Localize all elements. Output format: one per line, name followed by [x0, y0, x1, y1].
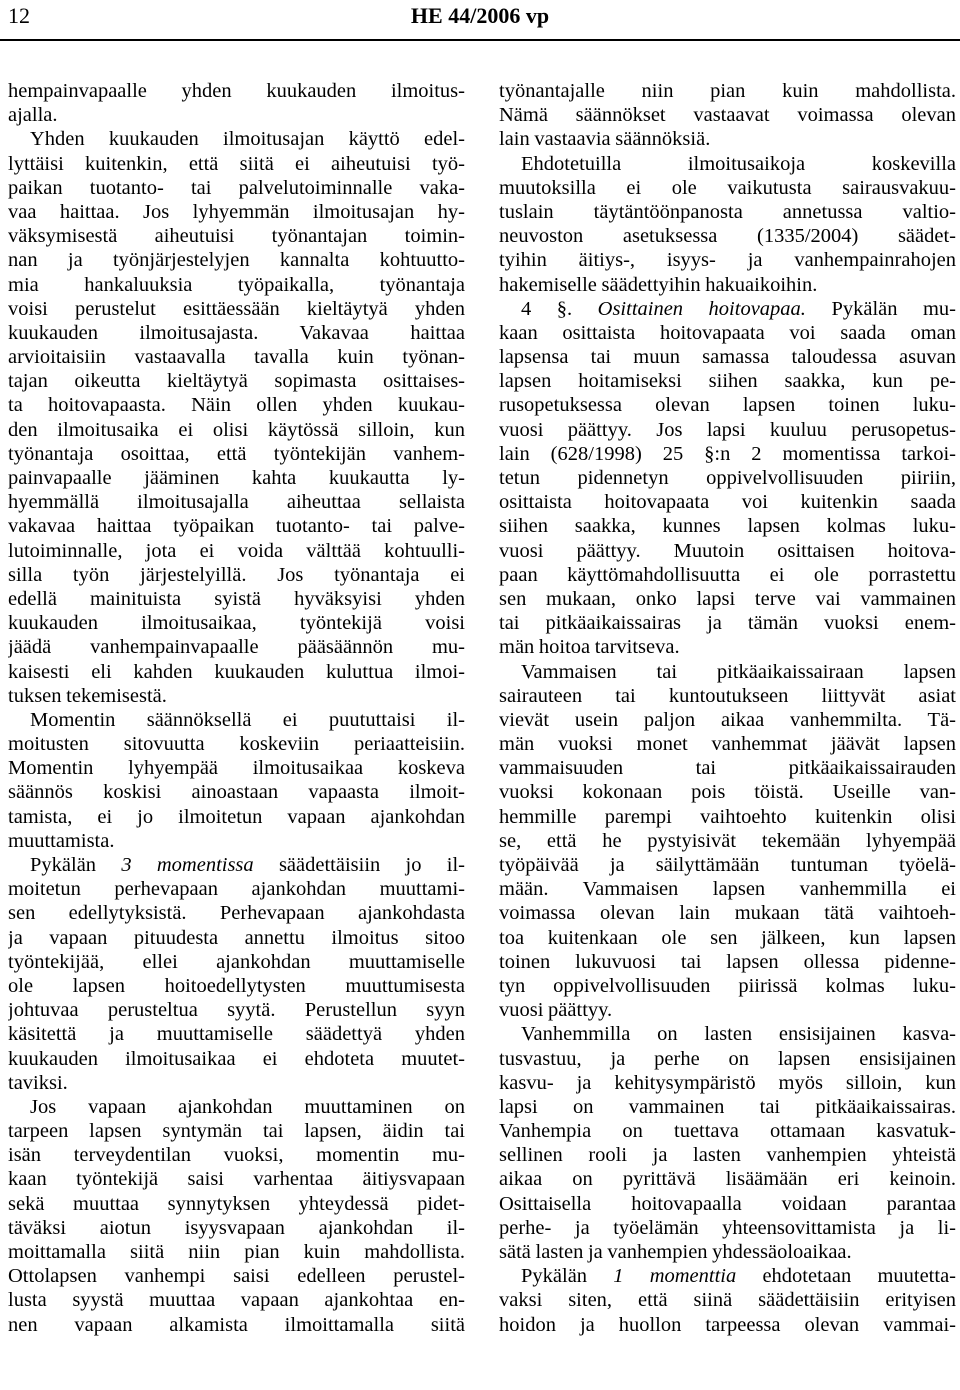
text-line: tai pitkäaikaissairas ja tämän vuoksi enem-	[499, 612, 956, 635]
text-line: Jos vapaan ajankohdan muuttaminen on	[30, 1095, 465, 1118]
text-line: osittaista hoitovapaata voi kuitenkin saada	[499, 491, 956, 514]
text-line: mia hankaluuksia työpaikalla, työnantaja	[8, 273, 465, 296]
text-line: kaan osittaista hoitovapaata voi saada oman	[499, 321, 956, 344]
text-line: tetun pidennetyn oppivelvollisuuden piiriin,	[499, 467, 956, 489]
text-line: hempainvapaalle yhden kuukauden ilmoitus-	[8, 80, 465, 102]
text-line: lyttäisi kuitenkin, että siitä ei aiheutuisi työ-	[8, 152, 465, 175]
text-line: tuslain täytäntöönpanosta annetussa valtio-	[499, 200, 956, 223]
text-line: lusta syystä muuttaa vapaan ajankohtaa en-	[8, 1289, 465, 1312]
text-line: lutoiminnalle, jota ei voida välttää kohtuulli-	[8, 539, 465, 562]
text-line: män vuoksi monet vanhemmat jäävät lapsen	[499, 733, 956, 756]
text-line: moittamalla siitä niin pian kuin mahdollista.	[8, 1241, 465, 1263]
text-line: vaksi siten, että siinä säädettäisiin erityisen	[499, 1289, 956, 1312]
text-line: työnantaja osoittaa, että työntekijän vanhem-	[8, 442, 465, 465]
text-line: sen mukaan, onko lapsi terve vai vammainen	[499, 587, 956, 610]
text-line: siihen saakka, kunnes lapsen kolmas luku-	[499, 515, 956, 538]
text-line: rusopetuksessa olevan lapsen toinen luku-	[499, 394, 956, 417]
text-line: työpäivää ja säilyttämään tuntuman työelä-	[499, 854, 956, 876]
page-header	[8, 2, 952, 30]
text-line: Momentin säännöksellä ei puututtaisi il-	[30, 708, 465, 731]
text-line: johtuvaa perusteltua syytä. Perustellun syyn	[8, 999, 465, 1022]
text-line: vuosi päättyy. Muutoin osittaisen hoitova-	[499, 539, 956, 562]
text-line: täväksi aiotun isyysvapaan ajankohdan il-	[8, 1216, 465, 1239]
text-line: vuosi päättyy.	[499, 999, 613, 1022]
text-line: perhe- ja työelämän yhteensovittamista ja li-	[499, 1216, 956, 1239]
text-line: tuksen tekemisestä.	[8, 684, 167, 707]
text-line: nen vapaan alkamista ilmoittamalla siitä	[8, 1313, 465, 1336]
text-line: sätä lasten ja vanhempien yhdessäoloaikaa.	[499, 1241, 852, 1263]
text-line: työntekijää, ellei ajankohdan muuttamiselle	[8, 950, 465, 973]
text-line: silla työn järjestelyillä. Jos työnantaja ei	[8, 563, 465, 586]
text-line: toinen lukuvuosi tai lapsen ollessa pidenne-	[499, 950, 956, 973]
text-line: arvioitaisiin vastaavalla tavalla kuin työnan-	[8, 346, 465, 369]
text-line: kuukauden ilmoitusaikaa, työntekijä voisi	[8, 612, 465, 635]
text-line: hemmille parempi vaihtoehto kuitenkin olisi	[499, 805, 956, 828]
text-line: se, että he pystyisivät tekemään lyhyempää	[499, 829, 956, 852]
text-line: ajalla.	[8, 104, 58, 127]
text-line: Vanhempia on tuettava ottamaan kasvatuk-	[499, 1120, 956, 1143]
text-line: tusvastuu, ja perhe on lapsen ensisijainen	[499, 1047, 956, 1070]
text-line: kasvu- ja kehitysympäristö myös silloin, kun	[499, 1071, 956, 1094]
text-line: lapsensa tai muun samassa taloudessa asuvan	[499, 346, 956, 369]
text-line: kuukauden ilmoitusajasta. Vakavaa haittaa	[8, 321, 465, 344]
text-line: muuttamista.	[8, 829, 115, 852]
text-line: kaisesti eli kahden kuukauden kuluttua ilmoi-	[8, 660, 465, 683]
text-line: lapsi on vammainen tai pitkäaikaissairas.	[499, 1095, 956, 1118]
text-line: män hoitoa tarvitseva.	[499, 636, 680, 659]
text-line: sen edellytyksistä. Perhevapaan ajankohdasta	[8, 902, 465, 925]
text-line: Ehdotetuilla ilmoitusaikoja koskevilla	[521, 152, 956, 175]
text-line: käsitettä ja muuttamiselle säädettyä yhden	[8, 1023, 465, 1046]
text-line: vaa haittaa. Jos lyhyemmän ilmoitusajan hy-	[8, 200, 465, 223]
text-line: työnantajalle niin pian kuin mahdollista.	[499, 80, 956, 102]
text-line: jäädä vanhempainvapaalle pääsäännön mu-	[8, 636, 465, 659]
text-line: Osittaisella hoitovapaalla voidaan parantaa	[499, 1192, 956, 1215]
text-line: tamista, ei jo ilmoitetun vapaan ajankohdan	[8, 805, 465, 828]
text-line: Momentin lyhyempää ilmoitusaikaa koskeva	[8, 757, 465, 780]
text-line: vakavaa haittaa työpaikan tuotanto- tai palve-	[8, 515, 465, 538]
text-line: isän terveydentilan vuoksi, momentin mu-	[8, 1144, 465, 1167]
text-line: väksymisestä aiheutuisi työnantajan toimin-	[8, 225, 465, 248]
text-line: säännös koskisi ainoastaan vapaasta ilmoit-	[8, 781, 465, 804]
text-line: neuvoston asetuksessa (1335/2004) säädet-	[499, 225, 956, 248]
text-line: voimassa olevan lain mukaan tätä vaihtoeh-	[499, 902, 956, 925]
text-line: sairauteen tai kuntoutukseen liittyvät asiat	[499, 684, 956, 707]
text-line: paan käyttömahdollisuutta ei ole porrastettu	[499, 563, 956, 586]
text-line: lain vastaavia säännöksiä.	[499, 128, 711, 151]
text-line: 4 §. Osittainen hoitovapaa. Pykälän mu-	[521, 297, 956, 320]
text-line: ta hoitovapaasta. Näin ollen yhden kuukau-	[8, 394, 465, 417]
text-line: Ottolapsen vanhempi saisi edelleen perustel-	[8, 1265, 465, 1288]
text-line: Nämä säännökset vastaavat voimassa olevan	[499, 104, 956, 127]
text-line: vuoksi kokonaan pois töistä. Useille van-	[499, 781, 956, 804]
text-line: vievät usein paljon aikaa vanhemmilta. Tä-	[499, 708, 956, 731]
text-line: lapsen hoitamiseksi siihen saakka, kun pe-	[499, 370, 956, 393]
text-line: lain (628/1998) 25 §:n 2 momentissa tarkoi-	[499, 442, 956, 465]
text-line: Pykälän 3 momentissa säädettäisiin jo il-	[30, 854, 465, 876]
text-line: muutoksilla ei ole vaikutusta sairausvakuu-	[499, 176, 956, 199]
text-line: sekä muuttaa synnytyksen yhteydessä pidet-	[8, 1192, 465, 1215]
document-id: HE 44/2006 vp	[410, 3, 550, 28]
text-line: aikaa on pyrittävä lisäämään eri keinoin.	[499, 1168, 956, 1191]
text-line: tyihin äitiys-, isyys- ja vanhempainrahojen	[499, 249, 956, 272]
text-line: toa kuitenkaan ole sen jälkeen, kun lapsen	[499, 926, 956, 949]
text-line: moitetun perhevapaan ajankohdan muuttami-	[8, 878, 465, 901]
text-line: painvapaalle jääminen kahta kuukautta ly-	[8, 467, 465, 489]
text-line: mään. Vammaisen lapsen vanhemmilla ei	[499, 878, 956, 901]
text-line: vammaisuuden tai pitkäaikaissairauden	[499, 757, 956, 780]
text-line: kuukauden ilmoitusaikaa ei ehdoteta muutet-	[8, 1047, 465, 1070]
text-line: hyemmällä ilmoitusajalla aiheuttaa sellaista	[8, 491, 465, 514]
text-line: kaan työntekijä saisi varhentaa äitiysvapaan	[8, 1168, 465, 1191]
text-line: hoidon ja huollon tarpeessa olevan vammai-	[499, 1313, 956, 1336]
right-column	[499, 79, 956, 1385]
text-line: Vanhemmilla on lasten ensisijainen kasva-	[521, 1023, 956, 1046]
text-line: ja vapaan pituudesta annettu ilmoitus sitoo	[8, 926, 465, 949]
text-line: Pykälän 1 momenttia ehdotetaan muutetta-	[521, 1265, 956, 1288]
text-line: moitusten sitovuutta koskeviin periaatteisiin.	[8, 733, 465, 756]
text-line: taviksi.	[8, 1071, 68, 1094]
text-line: vuosi päättyy. Jos lapsi kuuluu perusopetus-	[499, 418, 956, 441]
text-line: Vammaisen tai pitkäaikaissairaan lapsen	[521, 660, 956, 683]
text-line: Yhden kuukauden ilmoitusajan käyttö edel-	[30, 128, 465, 151]
text-line: voisi perustelut esittäessään kieltäytyä yhden	[8, 297, 465, 320]
text-line: nan ja työnjärjestelyjen kannalta kohtuutto-	[8, 249, 465, 272]
text-line: tajan oikeutta kieltäytyä sopimasta osittaises-	[8, 370, 465, 393]
left-column	[8, 79, 465, 1385]
text-line: edellä mainituista syistä hyväksyisi yhden	[8, 587, 465, 610]
page-number: 12	[8, 3, 30, 28]
text-line: sellinen rooli ja lasten vanhempien yhteistä	[499, 1144, 956, 1167]
text-line: tarpeen lapsen syntymän tai lapsen, äidin tai	[8, 1120, 465, 1143]
text-line: den ilmoitusaika ei olisi käytössä silloin, kun	[8, 418, 465, 441]
header-rule	[0, 39, 960, 41]
text-line: tyn oppivelvollisuuden piirissä kolmas luku-	[499, 974, 956, 997]
text-line: paikan tuotanto- tai palvelutoiminnalle vaka-	[8, 176, 465, 199]
text-line: hakemiselle säädettyihin hakuaikoihin.	[499, 273, 818, 296]
text-line: ole lapsen hoitoedellytysten muuttumisesta	[8, 974, 465, 997]
